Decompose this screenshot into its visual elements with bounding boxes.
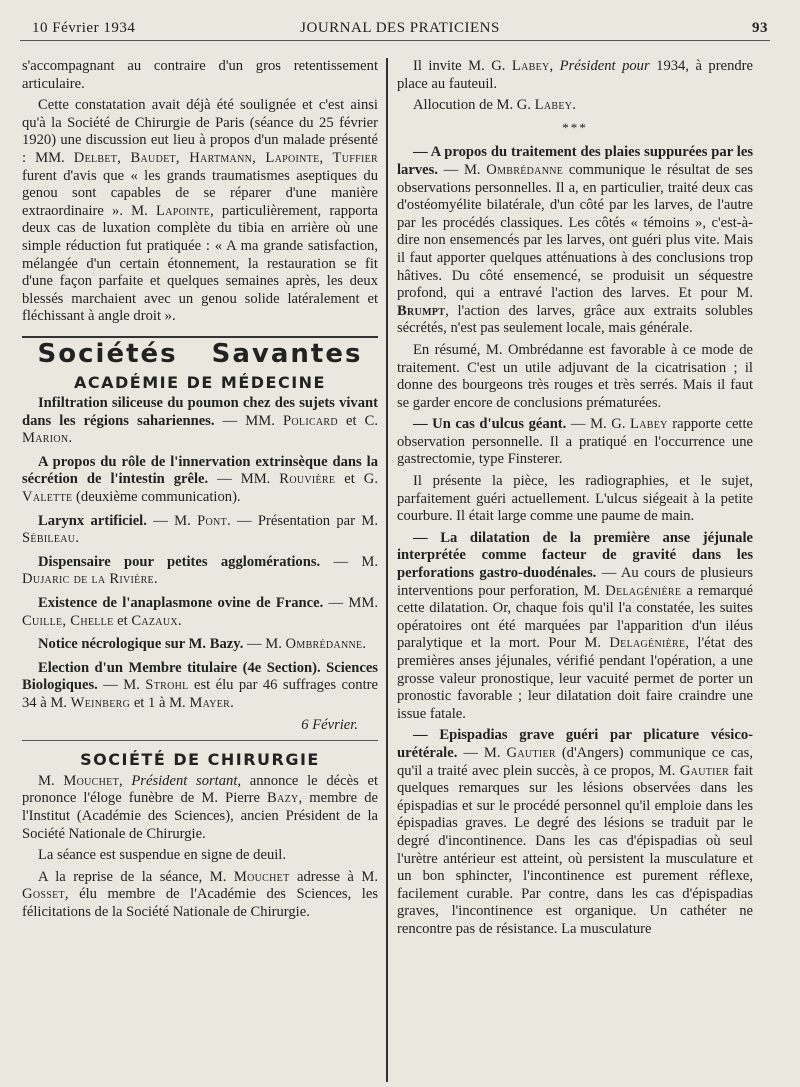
journal-title: JOURNAL DES PRATICIENS <box>300 20 500 36</box>
larves-summary: En résumé, M. Ombrédanne est favorable à ce mode de traitement. C'est un utile adjuvant de la cicatrisation ; il donne des bourgeons très rouges et très serrés. Mais il faut se garder encore de conclusions prématurées. <box>397 341 753 411</box>
divider <box>22 740 378 741</box>
page-header <box>30 14 770 40</box>
right-column <box>397 58 753 943</box>
header-date: 10 Février 1934 <box>32 20 136 36</box>
acad-item: Existence de l'anaplasmone ovine de France. — MM. Cuille, Chelle et Cazaux. <box>22 595 378 629</box>
academie-date: 6 Février. <box>301 716 358 733</box>
chirurgie-paragraph-1: M. Mouchet, Président sortant, annonce le décès et prononce l'éloge funèbre de M. Pierre Bazy, membre de l'Institut (Académie des Sciences), ancien Président de la Société Nationale de Chirurgie. <box>22 772 379 842</box>
left-column <box>22 58 378 926</box>
larves-paragraph: — A propos du traitement des plaies suppurées par les larves. — M. Ombrédanne communique le résultat de ses observations personnelles. Il a, en particulier, traité deux cas d'ostéomyélite bilatérale, d'un côté par les larves, de l'autre par les procédés classiques. Les côtés « témoins », c'est-à-dire non ensemencés par les larves, ont guéri plus vite. Mais il faut apporter quelques atténuations à des conclusions trop hâtives. Du côté ensemencé, se produisit un séquestre profond, qui a entravé l'action des larves. Et pour M. Brumpt, l'action des larves, grâce aux extraits solubles sécrétés, n'est pas seulement locale, mais générale. <box>397 144 753 337</box>
dilatation-paragraph: — La dilatation de la première anse jéjunale interprétée comme facteur de gravité dans les perforations gastro-duodénales. — Au cours de plusieurs interventions pour perforation, M. Delagénière a remarqué cette dilatation. Or, chaque fois qu'il l'a constatée, les suites opératoires ont été marquées par l'apparition d'un iléus paralytique et la mort. Pour M. Delagénière, l'état des premières anses jéjunales, vérifié pendant l'opération, a une grosse valeur pronostique, leur vacuité permet de porter un pronostic favorable ; leur dilatation doit faire craindre une issue fatale. <box>397 529 753 722</box>
epispadias-paragraph: — Epispadias grave guéri par plicature vésico-urétérale. — M. Gautier (d'Angers) communique ce cas, qu'il a traité avec plein succès, à ce propos, M. Gautier fait quelques remarques sur les lésions observées dans les épispadias et sur le procédé personnel qu'il emploie dans les épispadias graves. Le degré des lésions se traduit par le degré d'incontinence. Dans les cas d'épispadias où seul l'urètre antérieur est atteint, où persistent la musculature et un bon sphincter, l'incontinence est purement réflexe, facilement curable. Par contre, dans les cas d'épispadias graves, l'incontinence est organique. Un cathéter ne rencontre pas de résistance. La musculature <box>397 727 753 937</box>
allocution-paragraph: Allocution de M. G. Labey. <box>413 97 576 114</box>
ulcus-paragraph-2: Il présente la pièce, les radiographies, et le sujet, parfaitement guéri actuellement. L'ulcus siégeait à la petite courbure. Il était large comme une paume de main. <box>397 473 753 525</box>
chirurgie-paragraph-3: A la reprise de la séance, M. Mouchet adresse à M. Gosset, élu membre de l'Académie des Sciences, les félicitations de la Société Nationale de Chirurgie. <box>22 868 378 920</box>
acad-item: A propos du rôle de l'innervation extrinsèque dans la sécrétion de l'intestin grêle. — MM. Rouvière et G. Valette (deuxième communication). <box>22 453 378 506</box>
invite-paragraph: Il invite M. G. Labey, Président pour 1934, à prendre place au fauteuil. <box>397 58 754 92</box>
chirurgie-paragraph-2: La séance est suspendue en signe de deuil. <box>38 847 287 864</box>
section-title: Sociétés Savantes <box>37 338 363 369</box>
header-rule <box>20 40 770 41</box>
academie-items <box>22 395 378 734</box>
column-divider <box>386 58 388 1082</box>
election-item: Election d'un Membre titulaire (4e Section). Sciences Biologiques. — M. Strohl est élu par 46 suffrages contre 34 à M. Weinberg et 1 à M. Mayer. <box>22 659 378 711</box>
section-rule <box>22 336 378 338</box>
acad-item: Larynx artificiel. — M. Pont. — Présentation par M. Sébileau. <box>22 512 378 547</box>
intro-paragraph-2: Cette constatation avait déjà été soulignée et c'est ainsi qu'à la Société de Chirurgie de Paris (séance du 25 février 1920) une discussion eut lieu à propos d'un malade présenté : MM. Delbet, Baudet, Hartmann, Lapointe, Tuffier furent d'avis que « les grands traumatismes aseptiques du genou sont capables de se réparer d'une manière extraordinaire ». M. Lapointe, particulièrement, rapporta deux cas de luxation complète du tibia en arrière où une simple réduction fut pratiquée : « A ma grande satisfaction, mélangée d'un certain étonnement, la restauration se fit d'une façon parfaite et quelques semaines après, les deux blessés marchaient avec un genou solide latéralement et fléchissant à angle droit ». <box>22 97 379 325</box>
academie-heading: ACADÉMIE DE MÉDECINE <box>74 372 326 392</box>
intro-paragraph-1: s'accompagnant au contraire d'un gros retentissement articulaire. <box>22 58 378 92</box>
acad-item: Dispensaire pour petites agglomérations. — M. Dujaric de la Rivière. <box>22 553 379 588</box>
asterism: *** <box>562 119 588 135</box>
acad-item: Notice nécrologique sur M. Bazy. — M. Ombrédanne. <box>38 636 367 653</box>
chirurgie-heading: SOCIÉTÉ DE CHIRURGIE <box>80 750 320 770</box>
ulcus-paragraph: — Un cas d'ulcus géant. — M. G. Labey rapporte cette observation personnelle. Il a pratiqué en l'occurrence une gastrectomie, type Finsterer. <box>397 416 754 468</box>
page-number: 93 <box>752 20 768 36</box>
acad-item: Infiltration siliceuse du poumon chez des sujets vivant dans les régions sahariennes. — MM. Policard et C. Marion. <box>22 395 379 447</box>
